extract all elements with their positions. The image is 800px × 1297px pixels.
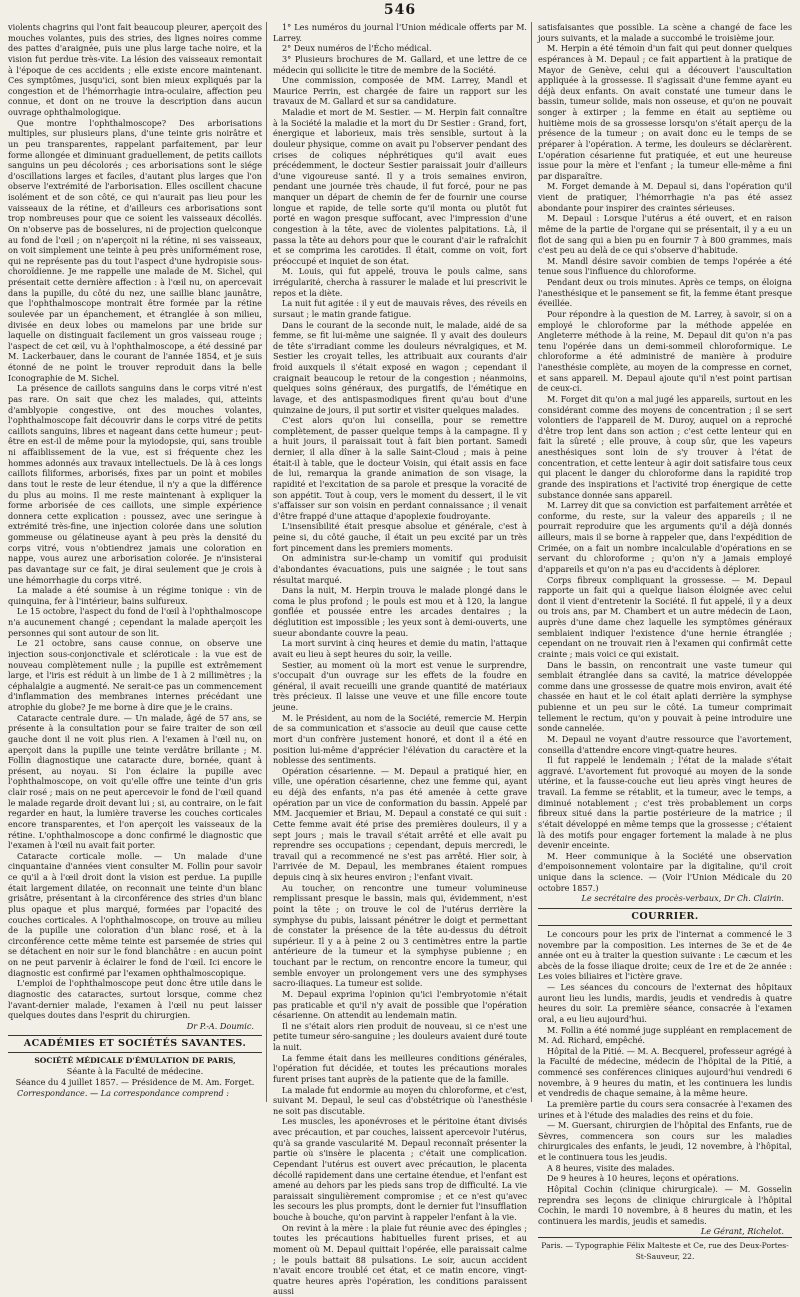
- column-1: [8, 22, 262, 1102]
- paragraph: Les muscles, les aponévroses et le péritoine étant divisés avec précaution, et par couches, laissent apercevoir l'utérus, qu'à sa grande vascularité M. Depaul reconnaît présenter la partie où s'insère le placenta ; c'était une complication. Cependant l'utérus est ouvert avec précaution, le placenta décollé rapidement dans une certaine étendue, et l'enfant est amené au dehors par les pieds sans trop de difficulté. La vie paraissait singulièrement compromise ; et ce n'est qu'avec les secours les plus prompts, dont le dernier fut l'insufflation bouche à bouche, qu'on parvint à rappeler l'enfant à la vie.: [273, 1116, 527, 1222]
- column-divider-2: [531, 22, 532, 1102]
- paragraph: M. Depaul exprima l'opinion qu'ici l'embryotomie n'était pas praticable et qu'il n'y avait de possible que l'opération césarienne. On attendit au lendemain matin.: [273, 988, 527, 1021]
- paragraph: De 9 heures à 10 heures, leçons et opérations.: [547, 1173, 739, 1184]
- gerant-signature: Le Gérant, Richelot.: [700, 1226, 784, 1237]
- paragraph: La première partie du cours sera consacrée à l'examen des urines et à l'étude des maladies des reins et du foie.: [538, 1098, 792, 1120]
- paragraph: Au toucher, on rencontre une tumeur volumineuse remplissant presque le bassin, mais qui, évidemment, n'est point la tête ; on trouve le col de l'utérus derrière la symphyse du pubis, laissant pénétrer le doigt et permettant de constater la présence de la tête au-dessus du détroit supérieur. Il y a à peine 2 ou 3 centimètres entre la partie antérieure de la tumeur et la symphyse pubienne ; en touchant par le rectum, on rencontre encore la tumeur, qui semble envoyer un prolongement vers une des symphyses sacro-iliaques. La tumeur est solide.: [273, 882, 527, 989]
- paragraph: Que montre l'ophthalmoscope? Des arborisations multiples, sur plusieurs plans, d'une teinte gris noirâtre et un peu transparentes, rappelant parfaitement, par leur forme allongée et diminuant graduellement, de petits caillots sanguins un peu décolorés ; ces arborisations sont le siége d'oscillations larges et faciles, d'autant plus larges que l'on observe l'extrémité de l'arborisation. Elles oscillent chacune isolément et de son côté, ce qui n'aurait pas lieu pour les vaisseaux de la rétine, et d'ailleurs ces arborisations sont trop nombreuses pour que ce soient les vaisseaux décollés. On n'observe pas de bosselures, ni de projection quelconque au fond de l'œil ; on n'aperçoit ni la rétine, ni ses vaisseaux, on voit simplement une teinte à peu près uniformément rose, qui ne représente pas du tout l'aspect d'une hydropisie sous-choroïdienne. Je me rappelle une malade de M. Sichel, qui présentait cette dernière affection : à l'œil nu, on apercevait dans la pupille, du côté du nez, une saillie blanc jaunâtre, que l'ophthalmoscope montrait être formée par la rétine soulevée par un épanchement, et étranglée à son milieu, divisée en deux lobes ou mamelons par une bride sur laquelle on distinguait facilement un gros vaisseau rouge ; l'aspect de cet œil, vu à l'ophthalmoscope, a été dessiné par M. Lackerbauer, dans le courant de l'année 1854, et je suis étonné de ne point le trouver reproduit dans la belle Iconographie de M. Sichel.: [8, 117, 262, 383]
- column-3: [538, 22, 792, 1261]
- paragraph: Pendant deux ou trois minutes. Après ce temps, on éloigna l'anesthésique et le pansement se fit, la femme étant presque éveillée.: [538, 277, 792, 309]
- paragraph: M. Herpin a été témoin d'un fait qui peut donner quelques espérances à M. Depaul ; ce fait appartient à la pratique de Mayor de Genève, celui qui a découvert l'auscultation appliquée à la grossesse. Il s'agissait d'une femme ayant eu déjà deux enfants. On avait constaté une tumeur dans le bassin, tumeur solide, mais non osseuse, et qu'on ne pouvait songer à extirper ; la femme en était au septième ou huitième mois de sa grossesse lorsqu'on s'était aperçu de la présence de la tumeur ; on avait donc eu le temps de se préparer à l'opération. A terme, les douleurs se déclarèrent. L'opération césarienne fut pratiquée, et eut une heureuse issue pour la mère et l'enfant ; la tumeur elle-même a fini par disparaître.: [538, 43, 792, 181]
- section-heading-academies: ACADÉMIES ET SOCIÉTÉS SAVANTES.: [8, 1035, 262, 1053]
- paragraph: La malade a été soumise à un régime tonique : vin de quinquina, fer à l'intérieur, bains sulfureux.: [8, 585, 262, 606]
- column-2: [273, 22, 527, 1297]
- paragraph: M. Louis, qui fut appelé, trouva le pouls calme, sans irrégularité, chercha à rassurer le malade et lui prescrivit le repos et la diète.: [273, 266, 527, 298]
- paragraph: Dans la nuit, M. Herpin trouva le malade plongé dans le coma le plus profond ; le pouls est mou et à 120, la langue gonflée et poussée entre les arcades dentaires ; la déglutition est impossible ; les yeux sont à demi-ouverts, une sueur abondante couvre la peau.: [273, 585, 527, 638]
- paragraph: 1° Les numéros du journal l'Union médicale offerts par M. Larrey.: [273, 22, 527, 43]
- paragraph: 2° Deux numéros de l'Écho médical.: [282, 43, 432, 54]
- session-line: Séance du 4 juillet 1857. — Présidence de M. Am. Forget.: [15, 1077, 255, 1087]
- paragraph: M. le Président, au nom de la Société, remercie M. Herpin de sa communication et s'associe au deuil que cause cette mort d'un confrère justement honoré, et dont il a été en position lui-même d'apprécier l'élévation du caractère et la noblesse des sentiments.: [273, 712, 527, 766]
- paragraph: La présence de caillots sanguins dans le corps vitré n'est pas rare. On sait que chez les malades, qui, atteints d'amblyopie congestive, ont des mouches volantes, l'ophthalmoscope fait découvrir dans le corps vitré de petits caillots sanguins, libres et nageant dans cette humeur ; peut-être en est-il de même pour la myiodopsie, qui, sans trouble ni affaiblissement de la vue, est si fréquente chez les hommes adonnés aux travaux intellectuels. De là à ces longs caillots filiformes, arborisés, fixes par un point et mobiles dans tout le reste de leur étendue, il n'y a que la différence du plus au moins. Il me reste maintenant à expliquer la forme arborisée de ces caillots, une simple expérience donnera cette explication : poussez, avec une seringue à extrémité très-fine, une injection colorée dans une solution gommeuse ou gélatineuse ayant à peu près la densité du corps vitré, vous n'obtiendrez jamais une coloration en nappe, vous aurez une arborisation colorée. Je n'insisterai pas davantage sur ce fait, je dirai seulement que je crois à une hémorrhagie du corps vitré.: [8, 383, 262, 585]
- society-subtitle: Séante à la Faculté de médecine.: [66, 1066, 204, 1077]
- paragraph: Cataracte centrale dure. — Un malade, âgé de 57 ans, se présente à la consultation pour se faire traiter de son œil gauche dont il ne voit plus rien. A l'examen à l'œil nu, on aperçoit dans la pupille une teinte verdâtre brillante ; M. Follin diagnostique une cataracte dure, bornée, quant à présent, au noyau. Si l'on éclaire la pupille avec l'ophthalmoscope, on voit qu'elle offre une teinte d'un gris clair rosé ; mais on ne peut apercevoir le fond de l'œil quand le malade regarde droit devant lui ; si, au contraire, on le fait regarder en haut, la lumière traverse les couches corticales encore transparentes, et l'on aperçoit les vaisseaux de la rétine. L'ophthalmoscope a donc confirmé le diagnostic que l'examen à l'œil nu avait fait porter.: [8, 712, 262, 851]
- paragraph: On revint à la mère : la plaie fut réunie avec des épingles ; toutes les précautions habituelles furent prises, et au moment où M. Depaul quittait l'opérée, elle paraissait calme ; le pouls battait 88 pulsations. Le soir, aucun accident n'avait encore troublé cet état, et ce matin encore, vingt-quatre heures après l'opération, les conditions paraissent aussi: [273, 1222, 527, 1297]
- paragraph: C'est alors qu'on lui conseilla, pour se remettre complètement, de passer quelque temps à la campagne. Il y a huit jours, il paraissait tout à fait bien portant. Samedi dernier, il alla dîner à la salle Saint-Cloud ; mais à peine était-il à table, que le docteur Voisin, qui était assis en face de lui, remarqua la grande animation de son visage, la rapidité et l'excitation de sa parole et presque la voracité de son appétit. Tout à coup, vers le moment du dessert, il le vit s'affaisser sur son voisin en perdant connaissance ; il venait d'être frappé d'une attaque d'apoplexie foudroyante.: [273, 415, 527, 521]
- section-heading-courrier: COURRIER.: [538, 908, 792, 926]
- paragraph: violents chagrins qui l'ont fait beaucoup pleurer, aperçoit des mouches volantes, puis des stries, des lignes noires comme des pattes d'araignée, puis une plus large tache noire, et la vision fut perdue très-vite. La lésion des vaisseaux remontait à l'époque de ces accidents ; elle existe encore maintenant. Ces symptômes, jusqu'ici, sont bien mieux expliqués par la congestion et de l'hémorrhagie intra-oculaire, affection peu connue, et dont on ne trouve la description dans aucun ouvrage ophthalmologique.: [8, 22, 262, 117]
- paragraph: La nuit fut agitée : il y eut de mauvais rêves, des réveils en sursaut ; le matin grande fatigue.: [273, 298, 527, 319]
- paragraph: Corps fibreux compliquant la grossesse. — M. Depaul rapporte un fait qui a quelque liaison éloignée avec celui dont il vient d'entretenir la Société. Il fut appelé, il y a deux ou trois ans, par M. Chambert et un autre médecin de Laon, auprès d'une dame chez laquelle les symptômes généraux semblaient indiquer l'existence d'une hernie étranglée ; cependant on ne trouvait rien à l'examen qui confirmât cette crainte ; mais voici ce qui existait.: [538, 574, 792, 659]
- paragraph: La mort survint à cinq heures et demie du matin, l'attaque avait eu lieu à sept heures du soir, la veille.: [273, 638, 527, 659]
- column-divider-1: [266, 22, 267, 1102]
- paragraph: Sestier, au moment où la mort est venue le surprendre, s'occupait d'un ouvrage sur les effets de la foudre en général, il avait recueilli une grande quantité de matériaux très précieux. Il laisse une veuve et une fille encore toute jeune.: [273, 659, 527, 712]
- society-title: SOCIÉTÉ MÉDICALE D'ÉMULATION DE PARIS,: [34, 1056, 236, 1066]
- paragraph: M. Forget demande à M. Depaul si, dans l'opération qu'il vient de pratiquer, l'hémorrhagie n'a pas été assez abondante pour inspirer des craintes sérieuses.: [538, 181, 792, 213]
- paragraph: Dans le courant de la seconde nuit, le malade, aidé de sa femme, se fit lui-même une saignée. Il y avait des douleurs de tête s'irradiant comme les douleurs névralgiques, et M. Sestier les croyait telles, les attribuait aux courants d'air froid auxquels il s'était exposé en wagon ; cependant il craignait beaucoup le retour de la congestion ; néanmoins, quelques soins généraux, des purgatifs, de l'émétique en lavage, et des antispasmodiques firent qu'au bout d'une quinzaine de jours, il put sortir et visiter quelques malades.: [273, 319, 527, 415]
- paragraph: Le 21 octobre, sans cause connue, on observe une injection sous-conjonctivale et scléroticale : la vue est de nouveau complètement nulle ; la pupille est extrêmement large, et l'iris est réduit à un limbe de 1 à 2 millimètres ; la céphalalgie a augmenté. Ne serait-ce pas un commencement d'inflammation des membranes internes précédant une atrophie du globe? Je me borne à dire que je le crains.: [8, 638, 262, 712]
- paragraph: M. Depaul : Lorsque l'utérus a été ouvert, et en raison même de la partie de l'organe qui se présentait, il y a eu un flot de sang qui a bien pu en fournir 7 à 800 grammes, mais c'est peu au delà de ce qui s'observe d'habitude.: [538, 213, 792, 256]
- paragraph: 3° Plusieurs brochures de M. Gallard, et une lettre de ce médecin qui sollicite le titre de membre de la Société.: [273, 53, 527, 75]
- paragraph: On administra sur-le-champ un vomitif qui produisit d'abondantes évacuations, puis une saignée ; le tout sans résultat marqué.: [273, 553, 527, 585]
- paragraph: La malade fut endormie au moyen du chloroforme, et c'est, suivant M. Depaul, le seul cas d'obstétrique où l'anesthésie ne soit pas discutable.: [273, 1084, 527, 1116]
- paragraph: M. Depaul ne voyant d'autre ressource que l'avortement, conseilla d'attendre encore vingt-quatre heures.: [538, 733, 792, 755]
- page-number: 546: [383, 2, 417, 18]
- paragraph: Il ne s'était alors rien produit de nouveau, si ce n'est une petite tumeur séro-sanguine ; les douleurs avaient duré toute la nuit.: [273, 1020, 527, 1052]
- paragraph: Cataracte corticale molle. — Un malade d'une cinquantaine d'années vient consulter M. Follin pour savoir ce qu'il a à l'œil droit dont la vision est perdue. La pupille était largement dilatée, on reconnait une teinte d'un blanc grisâtre, présentant à la circonférence des stries d'un blanc plus opaque et plus marqué, formées par l'opacité des couches corticales. A l'ophthalmoscope, on trouve au milieu de la pupille une coloration d'un blanc rosé, et à la circonférence cette même teinte est parsemée de stries qui se détachent en noir sur le fond blanchâtre : en aucun point on ne peut parvenir à éclairer le fond de l'œil. Ici encore le diagnostic est confirmé par l'examen ophthalmoscopique.: [8, 850, 262, 978]
- paragraph: L'insensibilité était presque absolue et générale, c'est à peine si, du côté gauche, il était un peu excité par un très fort pincement dans les premiers moments.: [273, 521, 527, 553]
- paragraph: satisfaisantes que possible. La scène a changé de face les jours suivants, et la malade a succombé le troisième jour.: [538, 22, 792, 43]
- paragraph: Opération césarienne. — M. Depaul a pratiqué hier, en ville, une opération césarienne, chez une femme qui, ayant eu déjà des enfants, n'a pas été amenée à cette grave opération par un vice de conformation du bassin. Appelé par MM. Jacquemier et Briau, M. Depaul a constaté ce qui suit : Cette femme avait été prise des premières douleurs, il y a sept jours ; mais le travail s'était arrêté et elle avait pu reprendre ses occupations ; cependant, depuis mercredi, le travail qui a recommencé ne s'est pas arrêté. Hier soir, à l'arrivée de M. Depaul, les membranes étaient rompues depuis cinq à six heures environ ; l'enfant vivait.: [273, 765, 527, 882]
- paragraph: M. Follin a été nommé juge suppléant en remplacement de M. Ad. Richard, empêché.: [538, 1024, 792, 1046]
- paragraph: L'emploi de l'ophthalmoscope peut donc être utile dans le diagnostic des cataractes, surtout lorsque, comme chez l'avant-dernier malade, l'examen à l'œil nu peut laisser quelques doutes dans l'esprit du chirurgien.: [8, 978, 262, 1021]
- secretary-signature: Le secrétaire des procès-verbaux, Dr Ch. Clairin.: [581, 893, 784, 904]
- paragraph: M. Mandl désire savoir combien de temps l'opérée a été tenue sous l'influence du chloroforme.: [538, 255, 792, 277]
- paragraph: Hôpital de la Pitié. — M. A. Becquerel, professeur agrégé à la Faculté de médecine, médecin de l'hôpital de la Pitié, a commencé ses conférences cliniques aujourd'hui vendredi 6 novembre, à 9 heures du matin, et les continuera les lundis et vendredis de chaque semaine, à la même heure.: [538, 1045, 792, 1099]
- paragraph: Le concours pour les prix de l'internat a commencé le 3 novembre par la composition. Les internes de 3e et de 4e année ont eu à traiter la question suivante : Le cæcum et les abcès de la fosse iliaque droite; ceux de 1re et de 2e année : Les voies biliaires et l'ictère grave.: [538, 928, 792, 982]
- paragraph: Une commission, composée de MM. Larrey, Mandl et Maurice Perrin, est chargée de faire un rapport sur les travaux de M. Gallard et sur sa candidature.: [273, 75, 527, 107]
- correspondence-line: Correspondance. — La correspondance comprend :: [17, 1087, 230, 1098]
- paragraph: M. Heer communique à la Société une observation d'empoisonnement volontaire par la digitaline, qu'il croit unique dans la science. — (Voir l'Union Médicale du 20 octobre 1857.): [538, 850, 792, 893]
- paragraph: A 8 heures, visite des malades.: [547, 1162, 675, 1173]
- printer-footer: Paris. — Typographie Félix Malteste et Ce, rue des Deux-Portes-St-Sauveur, 22.: [538, 1237, 792, 1262]
- paragraph: M. Larrey dit que sa conviction est parfaitement arrêtée et conforme, du reste, sur la valeur des appareils ; il ne pourrait reproduire que les arguments qu'il a déjà donnés ailleurs, mais il se borne à rappeler que, dans l'expédition de Crimée, on a fait un nombre incalculable d'opérations en se servant du chloroforme ; qu'on n'y a jamais employé d'appareils et qu'on n'a pas eu d'accidents à déplorer.: [538, 500, 792, 574]
- paragraph: La femme était dans les meilleures conditions générales, l'opération fut décidée, et toutes les précautions morales furent prises tant auprès de la patiente que de la famille.: [273, 1052, 527, 1084]
- paragraph: Maladie et mort de M. Sestier. — M. Herpin fait connaître à la Société la maladie et la mort du Dr Sestier : Grand, fort, énergique et laborieux, mais très sensible, surtout à la douleur physique, comme on avait pu l'observer pendant des crises de coliques néphrétiques qu'il avait eues précédemment, le docteur Sestier paraissait jouir d'ailleurs d'une vigoureuse santé. Il y a trois semaines environ, pendant une journée très chaude, il fut forcé, pour ne pas manquer un départ de chemin de fer de fournir une course longue et rapide, de telle sorte qu'il monta ou plutôt fut porté en wagon presque suffocant, avec l'impression d'une congestion à la tête, avec de violentes palpitations. Là, il passa la tête au dehors pour que le courant d'air le rafraîchit et se comprima les carotides. Il était, comme on voit, fort préoccupé et inquiet de son état.: [273, 107, 527, 266]
- paragraph: Le 15 octobre, l'aspect du fond de l'œil à l'ophthalmoscope n'a aucunement changé ; cependant la malade aperçoit les personnes qui sont autour de son lit.: [8, 606, 262, 638]
- paragraph: — M. Guersant, chirurgien de l'hôpital des Enfants, rue de Sèvres, commencera son cours sur les maladies chirurgicales des enfants, le jeudi, 12 novembre, à l'hôpital, et le continuera tous les jeudis.: [538, 1120, 792, 1162]
- author-signature: Dr P.-A. Doumic.: [186, 1020, 254, 1031]
- paragraph: Hôpital Cochin (clinique chirurgicale). — M. Gosselin reprendra ses leçons de clinique chirurgicale à l'hôpital Cochin, le mardi 10 novembre, à 8 heures du matin, et les continuera les mardis, jeudis et samedis.: [538, 1183, 792, 1226]
- paragraph: Dans le bassin, on rencontrait une vaste tumeur qui semblait étranglée dans sa cavité, la matrice développée comme dans une grossesse de quatre mois environ, avait été chassée en haut et le col était aplati derrière la symphyse pubienne et un peu sur le côté. La tumeur comprimait tellement le rectum, qu'on y pouvait à peine introduire une sonde cannelée.: [538, 659, 792, 734]
- paragraph: — Les séances du concours de l'externat des hôpitaux auront lieu les lundis, mardis, jeudis et vendredis à quatre heures du soir. La première séance, consacrée à l'examen oral, a eu lieu aujourd'hui.: [538, 982, 792, 1024]
- paragraph: M. Forget dit qu'on a mal jugé les appareils, surtout en les considérant comme des moyens de concentration ; il se sert volontiers de l'appareil de M. Duroy, auquel on a reproché d'être trop lent dans son action ; c'est cette lenteur qui en fait la sûreté ; elle prouve, à coup sûr, que les vapeurs anesthésiques sont loin de s'y trouver à l'état de concentration, et cette lenteur à agir doit satisfaire tous ceux qui placent le danger du chloroforme dans la rapidité trop grande des inspirations et l'activité trop énergique de cette substance donnée sans appareil.: [538, 393, 792, 500]
- paragraph: Il fut rappelé le lendemain ; l'état de la malade s'était aggravé. L'avortement fut provoqué au moyen de la sonde utérine, et la fausse-couche eut lieu après vingt heures de travail. La femme se rétablit, et la tumeur, avec le temps, a diminué notablement ; c'est très probablement un corps fibreux situé dans la partie postérieure de la matrice ; il s'était développé en même temps que la grossesse ; c'étaient là des motifs pour engager fortement la malade à ne plus devenir enceinte.: [538, 755, 792, 851]
- paragraph: Pour répondre à la question de M. Larrey, à savoir, si on a employé le chloroforme par la méthode appelée en Angleterre méthode à la reine, M. Depaul dit qu'on n'a pas tenu l'opérée dans un demi-sommeil chloroformique. Le chloroforme a été administré de manière à produire l'anesthésie complète, au moyen de la compresse en cornet, et sans appareil. M. Depaul ajoute qu'il n'est point partisan de ceux-ci.: [538, 308, 792, 394]
